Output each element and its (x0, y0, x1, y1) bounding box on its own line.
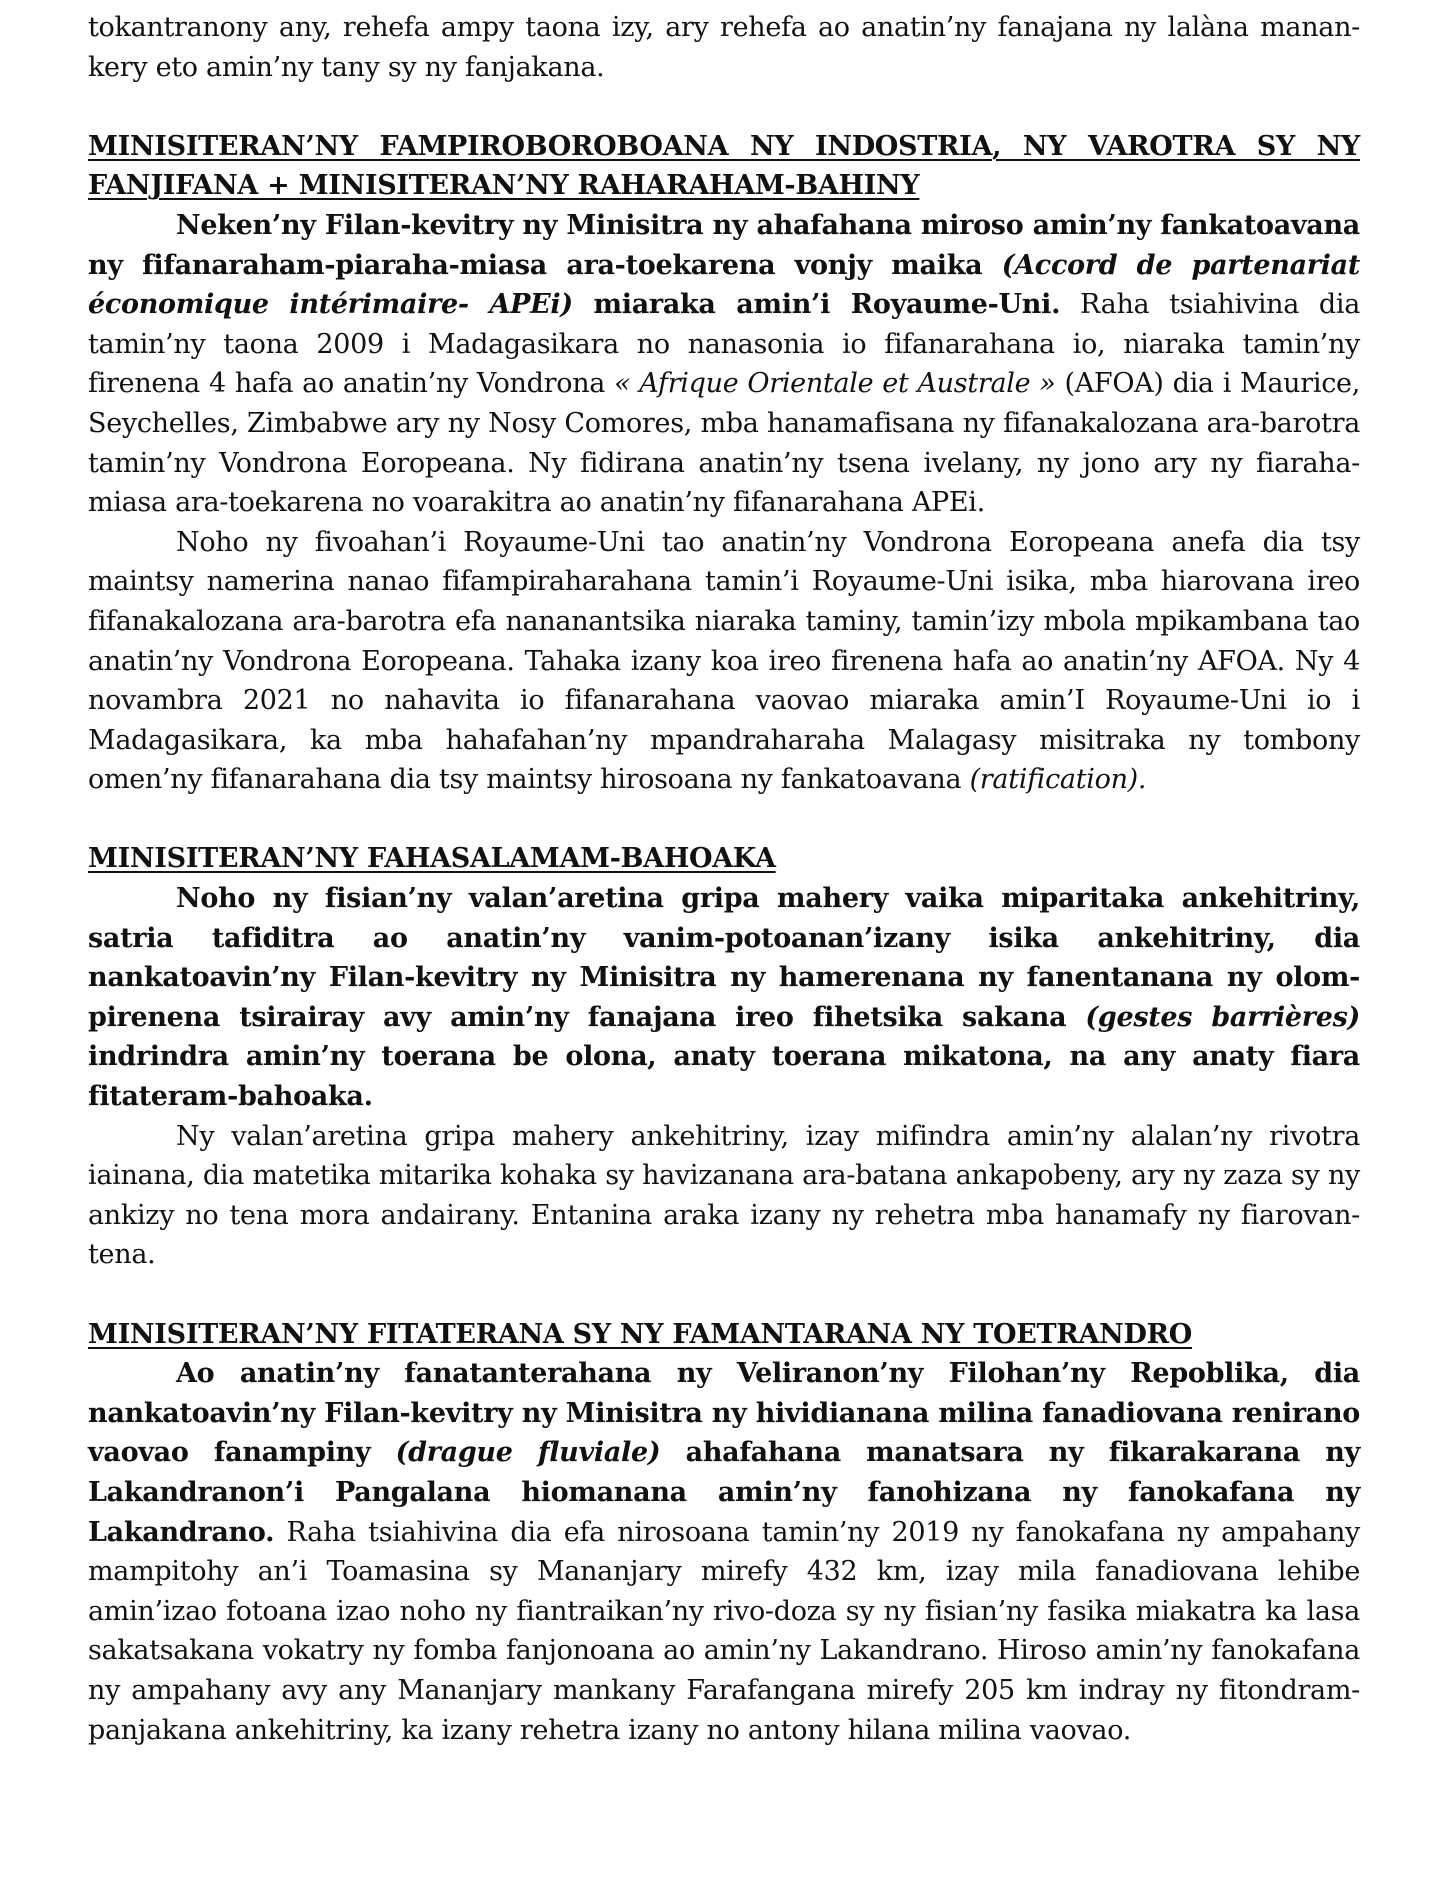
section-industry-paragraph-1 (88, 206, 1360, 523)
bold-italic-text: (gestes barrières) (1085, 1001, 1360, 1033)
bold-italic-text: (drague fluviale) (395, 1437, 661, 1469)
bold-text: ahafahana manatsara ny fikarakarana ny Lakandranon’i Pangalana hiomanana amin’ny fanohizana ny fanokafana ny Lakandrano. (88, 1437, 1361, 1548)
bold-text: indrindra amin’ny toerana be olona, anaty toerana mikatona, na any anaty fiara fitateram-bahoaka. (88, 1041, 1360, 1113)
section-health-paragraph-2 (88, 1117, 1360, 1275)
bold-text: miaraka amin’i Royaume-Uni. (572, 289, 1061, 321)
section-gap (88, 87, 1360, 127)
body-text: Ny valan’aretina gripa mahery ankehitriny, izay mifindra amin’ny alalan’ny rivotra iainana, dia matetika mitarika kohaka sy havizanana ara-batana ankapobeny, ary ny zaza sy ny ankizy no tena mora andairany. Entanina araka izany ny rehetra mba hanamafy ny fiarovan-tena. (88, 1120, 1360, 1271)
section-heading-transport-meteorology: MINISITERAN’NY FITATERANA SY NY FAMANTARANA NY TOETRANDRO (88, 1318, 1192, 1350)
bold-text: Neken’ny Filan-kevitry ny Minisitra ny ahafahana miroso amin’ny fankatoavana ny fifanaraham-piaraha-miasa ara-toekarena vonjy maika (88, 209, 1360, 281)
intro-paragraph (88, 8, 1360, 87)
section-heading-industry-trade: MINISITERAN’NY FAMPIROBOROBOANA NY INDOSTRIA, NY VAROTRA SY NY FANJIFANA + MINISITERAN’NY RAHARAHAM-BAHINY (88, 130, 1360, 202)
bold-text: Noho ny fisian’ny valan’aretina gripa mahery vaika miparitaka ankehitriny, satria tafiditra ao anatin’ny vanim-potoanan’izany isika ankehitriny, dia nankatoavin’ny Filan-kevitry ny Minisitra ny hamerenana ny fanentanana ny olom-pirenena tsirairay avy amin’ny fanajana ireo fihetsika sakana (88, 883, 1360, 1033)
italic-text: « Afrique Orientale et Australe » (614, 368, 1056, 400)
section-heading-public-health: MINISITERAN’NY FAHASALAMAM-BAHOAKA (88, 843, 776, 875)
body-text: Raha tsiahivina dia tamin’ny taona 2009 i Madagasikara no nanasonia io fifanarahana io, niaraka tamin’ny firenena 4 hafa ao anatin’ny Vondrona (88, 289, 1360, 400)
bold-italic-text: (Accord de partenariat économique intérimaire- APEi) (88, 249, 1361, 321)
body-text: Noho ny fivoahan’i Royaume-Uni tao anatin’ny Vondrona Eoropeana anefa dia tsy maintsy namerina nanao fifampiraharahana tamin’i Royaume-Uni isika, mba hiarovana ireo fifanakalozana ara-barotra efa nananantsika niaraka taminy, tamin’izy mbola mpikambana tao anatin’ny Vondrona Eoropeana. Tahaka izany koa ireo firenena hafa ao anatin’ny AFOA. Ny 4 novambra 2021 no nahavita io fifanarahana vaovao miaraka amin’I Royaume-Uni io i Madagasikara, ka mba hahafahan’ny mpandraharaha Malagasy misitraka ny tombony omen’ny fifanarahana dia tsy maintsy hirosoana ny fankatoavana (88, 526, 1360, 796)
bold-text: Ao anatin’ny fanatanterahana ny Veliranon’ny Filohan’ny Repoblika, dia nankatoavin’ny Filan-kevitry ny Minisitra ny hividianana milina fanadiovana renirano vaovao fanampiny (88, 1358, 1360, 1469)
intro-text: tokantranony any, rehefa ampy taona izy, ary rehefa ao anatin’ny fanajana ny lalàna manan-kery eto amin’ny tany sy ny fanjakana. (88, 12, 1360, 83)
section-gap (88, 1275, 1360, 1315)
body-text: Raha tsiahivina dia efa nirosoana tamin’ny 2019 ny fanokafana ny ampahany mampitohy an’i Toamasina sy Mananjary mirefy 432 km, izay mila fanadiovana lehibe amin’izao fotoana izao noho ny fiantraikan’ny rivo-doza sy ny fisian’ny fasika miakatra ka lasa sakatsakana vokatry ny fomba fanjonoana ao amin’ny Lakandrano. Hiroso amin’ny fanokafana ny ampahany avy any Mananjary mankany Farafangana mirefy 205 km indray ny fitondram-panjakana ankehitriny, ka izany rehetra izany no antony hilana milina vaovao. (88, 1516, 1360, 1746)
document-page (88, 8, 1360, 1750)
section-gap (88, 800, 1360, 840)
italic-text: (ratification). (969, 764, 1147, 796)
body-text: (AFOA) dia i Maurice, Seychelles, Zimbabwe ary ny Nosy Comores, mba hanamafisana ny fifanakalozana ara-barotra tamin’ny Vondrona Eoropeana. Ny fidirana anatin’ny tsena ivelany, ny jono ary ny fiaraha-miasa ara-toekarena no voarakitra ao anatin’ny fifanarahana APEi. (88, 368, 1360, 519)
section-transport-paragraph-1 (88, 1354, 1360, 1750)
section-industry-paragraph-2 (88, 523, 1360, 800)
section-health-paragraph-1 (88, 879, 1360, 1117)
